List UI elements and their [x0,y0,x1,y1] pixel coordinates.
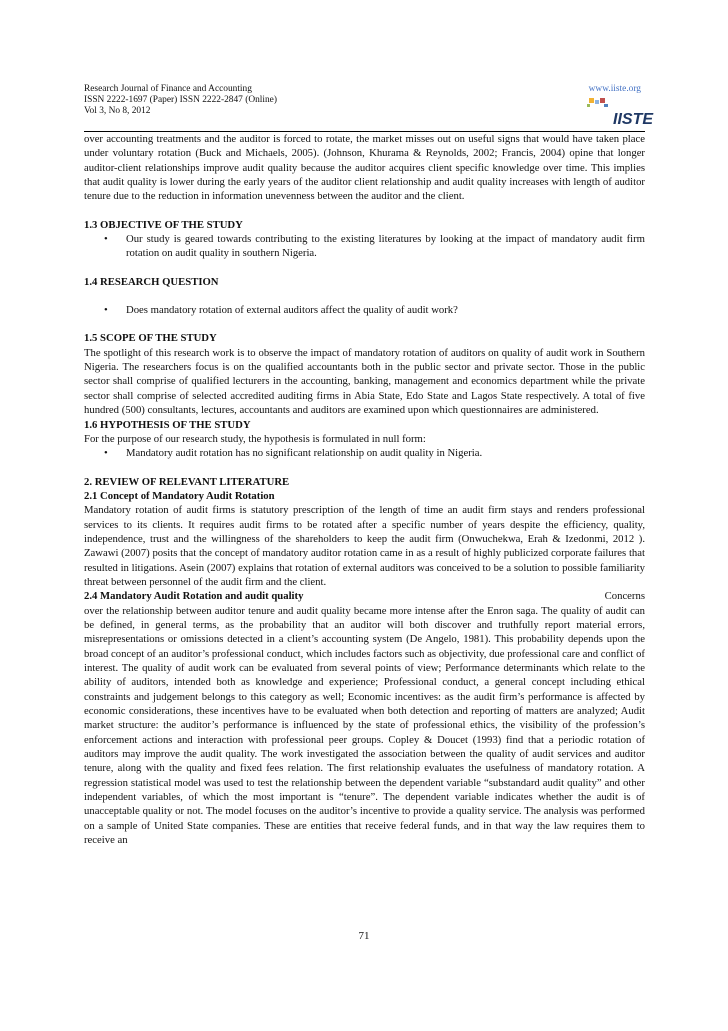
journal-name: Research Journal of Finance and Accounting [84,84,252,94]
heading-rotation-quality [84,589,645,603]
bullet-icon: • [104,447,108,460]
iiste-logo [583,96,654,128]
journal-url[interactable]: www.iiste.org [588,84,641,94]
heading-concept: 2.1 Concept of Mandatory Audit Rotation [84,489,275,502]
paper-body [84,132,645,847]
objective-text: Our study is geared towards contributing to the existing literatures by looking at the impact of mandatory audit firm rotation on audit quality in southern Nigeria. [126,233,645,260]
header-rule [84,131,645,132]
heading-scope: 1.5 SCOPE OF THE STUDY [84,332,217,345]
heading-rotation-quality-text: 2.4 Mandatory Audit Rotation and audit quality [84,590,304,603]
page-number: 71 [358,930,370,942]
objective-list [84,232,645,261]
logo-text: IISTE [613,111,654,128]
journal-header [84,84,654,132]
research-question-list [84,303,645,317]
scope-paragraph: The spotlight of this research work is to observe the impact of mandatory rotation of auditors on quality of audit work in Southern Nigeria. The researchers focus is on the qualified accountants both in the public sector and private sector. Those in the public sector shall comprise of qualified lecturers in the accounting, banking, management and economics department while the private sector shall comprise of selected accredited auditing firms in Abia State, Edo State and Lagos State respectively. A total of five hundred (500) consultants, lectures, accountants and auditors are examined upon which questionnaires are administered. [84,346,645,417]
research-question-text: Does mandatory rotation of external auditors affect the quality of audit work? [126,304,458,317]
rotation-quality-paragraph: over the relationship between auditor tenure and audit quality became more intense after the Enron saga. The quality of audit can be defined, in general terms, as the probability that an auditor will both discover and truthfully report material errors, misrepresentations or omissions detected in a client’s accounting system (De Angelo, 1981). This probability depends upon the broad concept of an auditor’s professional conduct, which includes factors such as objectivity, due professional care and conflict of interest. The quality of audit work can be evaluated from several points of view; Performance determinants which relate to the ability of auditors, intended both as knowledge and experience; Professional conduct, a general concept including ethical constraints and judgement belongs to this category as well; Economic incentives: as the audit firm’s performance is affected by economic considerations, these incentives have to be evaluated when both detection and reporting of matters are analyzed; Audit market structure: the auditor’s performance is influenced by the state of professional ethics, the visibility of the profession’s enforcement actions and interaction with professional peer groups. Copley & Doucet (1993) find that a periodic rotation of auditors may improve the audit quality. The work investigated the association between the quality of audit services and auditor tenure, along with the quality and fixed fees relation. The first relationship evaluates the usefulness of mandatory rotation. A regression statistical model was used to test the relationship between the dependent variable “substandard audit quality” and other independent variables, of which the most important is “tenure”. The dependent variable indicates whether the audit is of unacceptable quality or not. The model focuses on the auditor’s incentive to provide a quality service. The analysis was performed on a sample of United State companies. These are entities that receive federal funds, and in that way the law requires them to receive an [84,604,645,847]
intro-paragraph: over accounting treatments and the auditor is forced to rotate, the market misses out on useful signs that would have taken place under voluntary rotation (Buck and Michaels, 2005). (Johnson, Khurama & Reynolds, 2002; Francis, 2004) opine that longer auditor-client relationships improve audit quality because the auditor acquires client specific knowledge over time. This implies that audit quality is lower during the early years of the auditor client relationship and audit quality increases with length of auditor tenure due to the reduction in information unevenness between the auditor and the client. [84,133,645,203]
concept-paragraph: Mandatory rotation of audit firms is statutory prescription of the length of time an audit firm stays and renders professional services to its clients. It requires audit firms to be rotated after a specific number of years despite the efficiency, quality, independence, trust and the willingness of the shareholders to keep the audit firm (Onwuchekwa, Erah & Izedonmi, 2012 ). Zawawi (2007) posits that the concept of mandatory auditor rotation came in as a result of highly publicized corporate failures that resulted in litigations. Asein (2007) explains that rotation of external auditors was conceived to be a solution to possible familiarity threat between personnel of the audit firm and the client. [84,504,645,588]
heading-objective: 1.3 OBJECTIVE OF THE STUDY [84,218,243,231]
list-item [84,446,645,460]
heading-tail-text: Concerns [604,590,645,603]
paper-page [84,84,654,847]
hypothesis-list [84,446,645,460]
header-left [84,84,645,117]
list-item [84,232,645,261]
hypothesis-paragraph: For the purpose of our research study, the hypothesis is formulated in null form: [84,432,426,445]
list-item [84,303,645,317]
issn-line: ISSN 2222-1697 (Paper) ISSN 2222-2847 (Online) [84,95,277,105]
bullet-icon: • [104,304,108,317]
hypothesis-text: Mandatory audit rotation has no significant relationship on audit quality in Nigeria. [126,447,483,460]
volume-line: Vol 3, No 8, 2012 [84,106,151,116]
bullet-icon: • [104,233,108,246]
heading-research-question: 1.4 RESEARCH QUESTION [84,275,219,288]
heading-hypothesis: 1.6 HYPOTHESIS OF THE STUDY [84,418,251,431]
heading-literature-review: 2. REVIEW OF RELEVANT LITERATURE [84,475,290,488]
